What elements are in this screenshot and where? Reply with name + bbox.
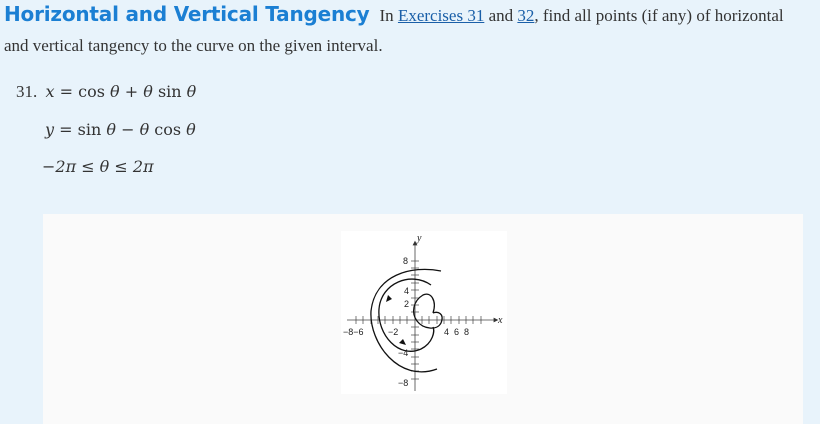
intro-line-2: and vertical tangency to the curve on the given interval. <box>4 36 383 55</box>
inner-right-lobe <box>414 294 442 328</box>
y-var: y <box>45 120 55 139</box>
exercise-number: 31. <box>16 82 38 101</box>
x-var: x <box>45 82 55 101</box>
curve-arrow-upper <box>386 295 392 302</box>
curve-arrow-lower <box>399 339 406 345</box>
y-tick-2: 2 <box>404 299 410 309</box>
y-equation: y = sin θ − θ cos θ <box>45 120 196 139</box>
curve-graph <box>341 231 507 394</box>
y-axis-label: y <box>417 233 422 244</box>
exercise-32-link[interactable]: 32 <box>517 6 535 25</box>
intro-prefix: In <box>379 6 398 25</box>
x-tick-neg2: −2 <box>388 327 399 337</box>
x-ticks-right: 4 6 8 <box>444 327 470 337</box>
exercise-31-link[interactable]: Exercises 31 <box>397 6 485 25</box>
intro-line <box>4 0 816 30</box>
intro-rest: , find all points (if any) of horizontal <box>534 6 784 25</box>
graph-figure <box>341 231 507 394</box>
section-title: Horizontal and Vertical Tangency <box>4 2 370 26</box>
interval: −2π ≤ θ ≤ 2π <box>42 157 154 176</box>
y-tick-neg8: −8 <box>398 378 409 388</box>
figure-panel <box>43 214 803 424</box>
x-ticks-left: −8−6 <box>343 327 364 337</box>
intro-and: and <box>484 6 518 25</box>
y-tick-neg4: −4 <box>398 348 409 358</box>
y-tick-4: 4 <box>404 286 410 296</box>
x-axis-label: x <box>498 315 503 326</box>
x-equation: 31. x = cos θ + θ sin θ <box>16 82 197 101</box>
y-tick-8: 8 <box>403 256 409 266</box>
